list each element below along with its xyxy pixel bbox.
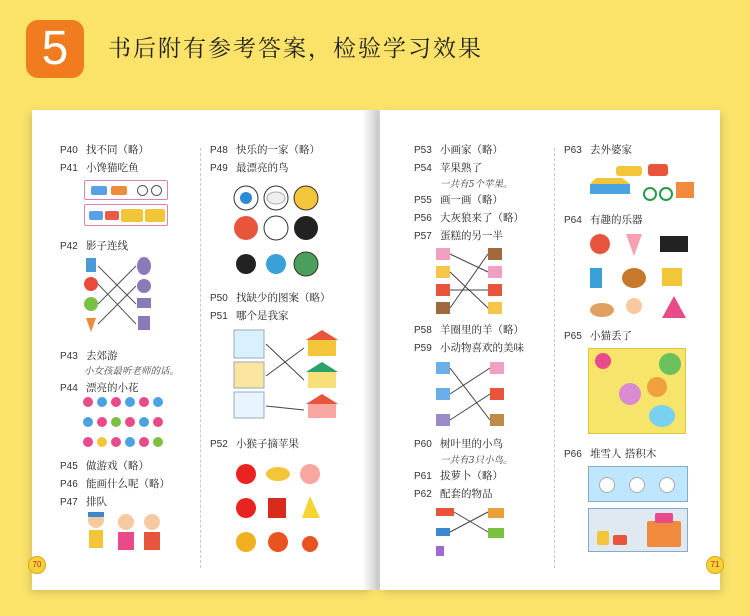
grandma-house-picture	[586, 162, 696, 206]
homes-picture	[232, 328, 338, 420]
birds-picture	[232, 184, 328, 280]
instruments-picture	[586, 232, 696, 322]
entry-p44: P44 漂亮的小花	[60, 382, 139, 394]
page-number-right: 71	[706, 556, 724, 574]
entry-p58: P58 羊圈里的羊（略）	[414, 324, 524, 336]
matching-items-picture	[436, 504, 506, 556]
apples-picture	[232, 462, 328, 558]
page-number-left: 70	[28, 556, 46, 574]
section-headline: 书后附有参考答案，检验学习效果	[108, 36, 483, 62]
cake-matching-picture	[436, 246, 502, 316]
entry-p62: P62 配套的物品	[414, 488, 493, 500]
entry-p46: P46 能画什么呢（略）	[60, 478, 170, 490]
fish-picture-top	[84, 180, 168, 200]
left-page	[32, 110, 372, 590]
fish-picture-bottom	[84, 204, 168, 226]
column-divider	[554, 148, 555, 568]
entry-p40: P40 找不同（略）	[60, 144, 149, 156]
entry-p61: P61 拔萝卜（略）	[414, 470, 503, 482]
flowers-picture	[82, 396, 168, 452]
entry-p65: P65 小猫丢了	[564, 330, 632, 342]
entry-p64: P64 有趣的乐器	[564, 214, 643, 226]
p54-answer-note: 一共有5个苹果。	[440, 179, 513, 190]
entry-p63: P63 去外婆家	[564, 144, 632, 156]
children-queue-picture	[84, 510, 168, 562]
section-number-badge: 5	[26, 20, 84, 78]
entry-p54: P54 苹果熟了	[414, 162, 482, 174]
animal-food-picture	[436, 360, 506, 430]
entry-p57: P57 蛋糕的另一半	[414, 230, 503, 242]
entry-p51: P51 哪个是我家	[210, 310, 289, 322]
p43-answer-note: 小女孩最听老师的话。	[84, 366, 180, 377]
entry-p50: P50 找缺少的图案（略）	[210, 292, 331, 304]
entry-p66: P66 堆雪人 搭积木	[564, 448, 657, 460]
entry-p59: P59 小动物喜欢的美味	[414, 342, 524, 354]
entry-p53: P53 小画家（略）	[414, 144, 503, 156]
right-page	[380, 110, 720, 590]
building-blocks-picture	[588, 508, 688, 552]
shadow-matching-picture	[82, 256, 162, 334]
entry-p43: P43 去郊游	[60, 350, 118, 362]
open-book	[32, 110, 720, 590]
entry-p55: P55 画一画（略）	[414, 194, 503, 206]
column-divider	[200, 148, 201, 568]
entry-p60: P60 树叶里的小鸟	[414, 438, 503, 450]
entry-p48: P48 快乐的一家（略）	[210, 144, 320, 156]
lost-kitten-picture	[588, 348, 686, 434]
entry-p56: P56 大灰狼来了（略）	[414, 212, 524, 224]
entry-p47: P47 排队	[60, 496, 107, 508]
entry-p52: P52 小猴子摘苹果	[210, 438, 299, 450]
entry-p42: P42 影子连线	[60, 240, 128, 252]
p60-answer-note: 一共有3只小鸟。	[440, 455, 513, 466]
entry-p45: P45 做游戏（略）	[60, 460, 149, 472]
entry-p41: P41 小馋猫吃鱼	[60, 162, 139, 174]
snowman-picture	[588, 466, 688, 502]
entry-p49: P49 最漂亮的鸟	[210, 162, 289, 174]
